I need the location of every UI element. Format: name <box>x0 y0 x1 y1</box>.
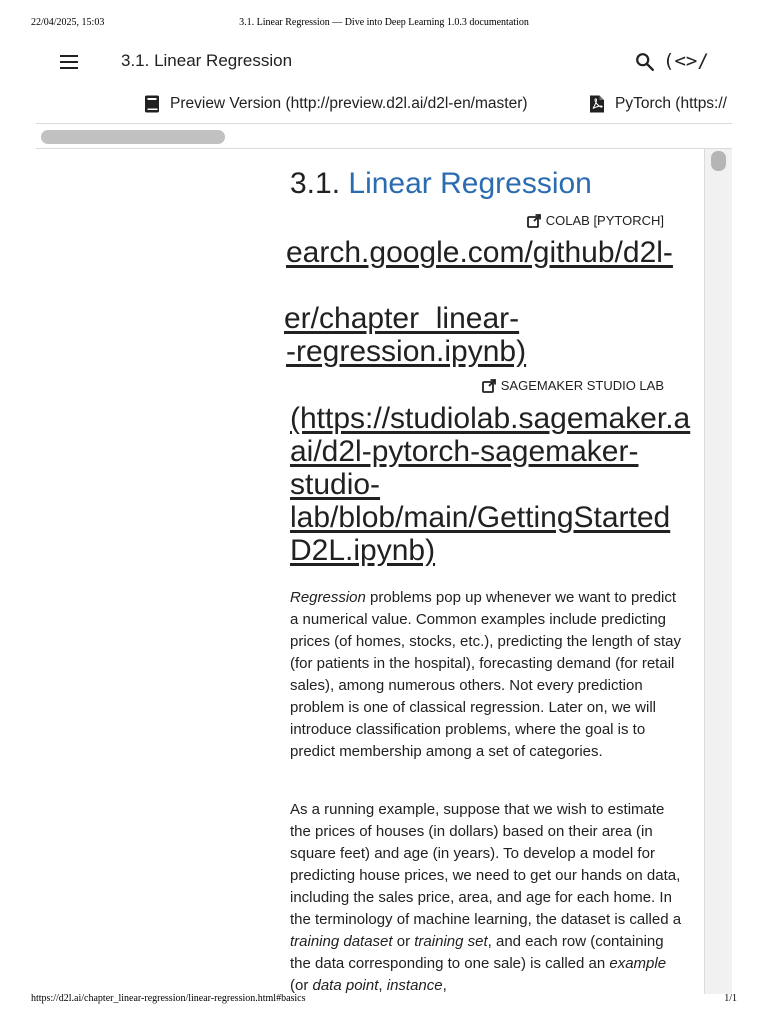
vertical-scrollbar[interactable] <box>704 149 732 994</box>
paragraph-text: or <box>392 933 415 950</box>
term-data-point: data point <box>312 977 379 994</box>
term-regression: Regression <box>290 589 366 606</box>
app-bar-title: 3.1. Linear Regression <box>121 51 293 70</box>
section-title-link[interactable]: Linear Regression <box>348 167 592 200</box>
term-instance: instance <box>386 977 443 994</box>
sagemaker-url-line-5: D2L.ipynb) <box>290 534 436 567</box>
print-doc-title: 3.1. Linear Regression — Dive into Deep Learning 1.0.3 documentation <box>239 17 529 28</box>
sagemaker-url-link[interactable] <box>290 402 691 567</box>
term-example: example <box>609 955 667 972</box>
paragraph-text: As a running example, suppose that we wish to estimate the prices of houses (in dollars) based on their area (in square feet) and age (in years). To develop a model for predicting house prices, we need to get our hands on data, including the sales price, area, and age for each home. In the terminology of machine learning, the dataset is called a <box>290 801 682 928</box>
external-link-icon <box>527 214 541 228</box>
preview-version-link[interactable] <box>144 95 528 113</box>
print-date: 22/04/2025, 15:03 <box>31 17 105 28</box>
paragraph-regression-intro <box>290 587 682 763</box>
sagemaker-studio-lab-label: SAGEMAKER STUDIO LAB <box>500 378 664 393</box>
colab-url-line-1[interactable]: earch.google.com/github/d2l- <box>286 236 673 269</box>
code-icon[interactable]: (<>/ <box>663 50 709 72</box>
sagemaker-url-line-3: studio- <box>290 468 381 501</box>
external-link-icon <box>482 379 496 393</box>
menu-icon[interactable] <box>60 52 82 72</box>
search-icon[interactable] <box>634 51 656 73</box>
term-training-set: training set <box>414 933 488 950</box>
term-training-dataset: training dataset <box>290 933 393 950</box>
sagemaker-url-line-4: lab/blob/main/GettingStarted <box>290 501 671 534</box>
sagemaker-url-line-2: ai/d2l-pytorch-sagemaker- <box>290 435 639 468</box>
pytorch-pdf-link[interactable] <box>589 95 727 113</box>
paragraph-running-example <box>290 799 682 997</box>
sagemaker-studio-lab-badge[interactable] <box>482 378 664 393</box>
paragraph-text: , <box>378 977 387 994</box>
horizontal-scrollbar-thumb[interactable] <box>41 130 225 144</box>
paragraph-text: , and each row (containing the data corresponding to one sale) is called an <box>290 933 664 972</box>
section-number: 3.1. <box>290 167 341 200</box>
pytorch-pdf-label: PyTorch (https:// <box>615 95 727 112</box>
paragraph-text: , <box>442 977 447 994</box>
print-url: https://d2l.ai/chapter_linear-regression/linear-regression.html#basics <box>31 993 306 1004</box>
main-content <box>284 149 691 994</box>
app-bar <box>36 40 732 84</box>
print-page-number: 1/1 <box>724 993 737 1004</box>
colab-pytorch-badge[interactable] <box>527 213 664 228</box>
link-bar <box>36 92 732 120</box>
paragraph-text: problems pop up whenever we want to predict a numerical value. Common examples include predicting prices (of homes, stocks, etc.), predicting the length of stay (for patients in the hospital), forecasting demand (for retail sales), among numerous others. Not every prediction problem is one of classical regression. Later on, we will introduce classification problems, where the goal is to predict membership among a set of categories. <box>290 589 682 760</box>
colab-url-line-2[interactable]: er/chapter_linear- <box>284 302 520 335</box>
colab-pytorch-label: COLAB [PYTORCH] <box>545 213 664 228</box>
sagemaker-url-line-1: (https://studiolab.sagemaker.a <box>290 402 691 435</box>
horizontal-scrollbar[interactable] <box>36 124 732 149</box>
book-icon <box>144 95 160 113</box>
colab-url-line-3[interactable]: -regression.ipynb) <box>286 335 527 368</box>
paragraph-text: (or <box>290 977 313 994</box>
pdf-icon <box>589 95 605 113</box>
print-header <box>0 17 768 31</box>
page-title <box>290 167 592 201</box>
print-footer <box>0 993 768 1007</box>
vertical-scrollbar-thumb[interactable] <box>711 151 726 171</box>
preview-version-label: Preview Version (http://preview.d2l.ai/d2l-en/master) <box>170 95 528 112</box>
